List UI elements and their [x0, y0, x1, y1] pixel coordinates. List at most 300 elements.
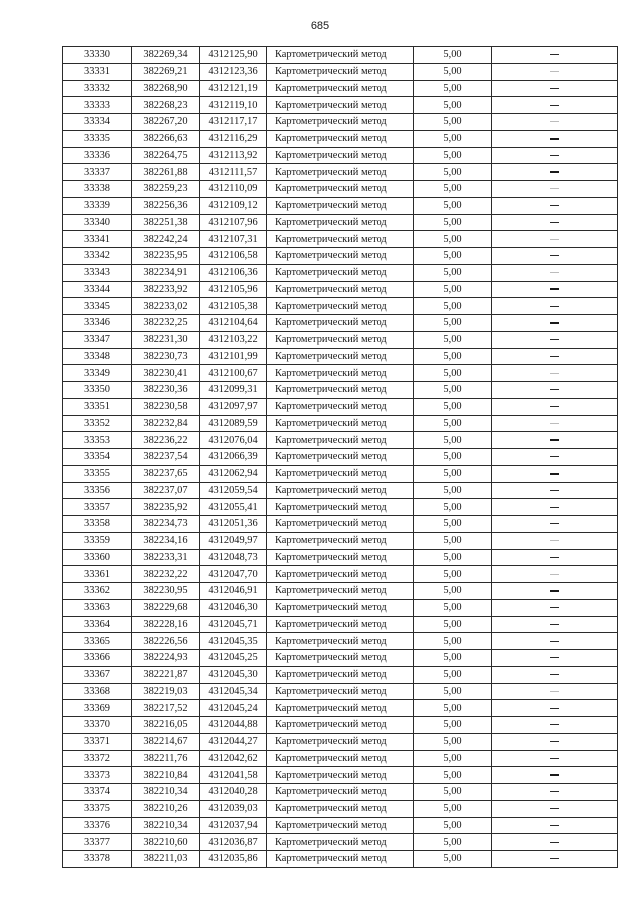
point-number-cell: 33373: [63, 767, 132, 784]
point-number-cell: 33340: [63, 214, 132, 231]
dash-mark: [550, 121, 559, 122]
accuracy-cell: 5,00: [414, 415, 492, 432]
accuracy-cell: 5,00: [414, 331, 492, 348]
accuracy-cell: 5,00: [414, 800, 492, 817]
method-cell: Картометрический метод: [267, 549, 414, 566]
accuracy-cell: 5,00: [414, 717, 492, 734]
point-number-cell: 33359: [63, 532, 132, 549]
accuracy-cell: 5,00: [414, 599, 492, 616]
y-coordinate-cell: 4312039,03: [200, 800, 267, 817]
method-cell: Картометрический метод: [267, 298, 414, 315]
method-cell: Картометрический метод: [267, 834, 414, 851]
accuracy-cell: 5,00: [414, 750, 492, 767]
point-number-cell: 33376: [63, 817, 132, 834]
y-coordinate-cell: 4312104,64: [200, 315, 267, 332]
accuracy-cell: 5,00: [414, 633, 492, 650]
x-coordinate-cell: 382230,58: [132, 398, 200, 415]
point-number-cell: 33347: [63, 331, 132, 348]
dash-mark: [550, 741, 559, 742]
point-number-cell: 33331: [63, 63, 132, 80]
y-coordinate-cell: 4312119,10: [200, 97, 267, 114]
table-row: [63, 817, 618, 834]
y-coordinate-cell: 4312123,36: [200, 63, 267, 80]
table-row: [63, 382, 618, 399]
x-coordinate-cell: 382224,93: [132, 650, 200, 667]
description-cell: [492, 465, 618, 482]
method-cell: Картометрический метод: [267, 733, 414, 750]
accuracy-cell: 5,00: [414, 583, 492, 600]
x-coordinate-cell: 382233,31: [132, 549, 200, 566]
point-number-cell: 33353: [63, 432, 132, 449]
description-cell: [492, 817, 618, 834]
y-coordinate-cell: 4312109,12: [200, 197, 267, 214]
table-row: [63, 214, 618, 231]
point-number-cell: 33358: [63, 516, 132, 533]
description-cell: [492, 197, 618, 214]
y-coordinate-cell: 4312101,99: [200, 348, 267, 365]
point-number-cell: 33343: [63, 264, 132, 281]
table-row: [63, 114, 618, 131]
dash-mark: [550, 808, 559, 809]
point-number-cell: 33349: [63, 365, 132, 382]
method-cell: Картометрический метод: [267, 784, 414, 801]
x-coordinate-cell: 382234,91: [132, 264, 200, 281]
point-number-cell: 33338: [63, 181, 132, 198]
point-number-cell: 33365: [63, 633, 132, 650]
table-row: [63, 784, 618, 801]
description-cell: [492, 449, 618, 466]
table-row: [63, 248, 618, 265]
accuracy-cell: 5,00: [414, 465, 492, 482]
dash-mark: [550, 523, 559, 524]
x-coordinate-cell: 382226,56: [132, 633, 200, 650]
x-coordinate-cell: 382264,75: [132, 147, 200, 164]
point-number-cell: 33372: [63, 750, 132, 767]
description-cell: [492, 231, 618, 248]
y-coordinate-cell: 4312099,31: [200, 382, 267, 399]
accuracy-cell: 5,00: [414, 197, 492, 214]
x-coordinate-cell: 382236,22: [132, 432, 200, 449]
x-coordinate-cell: 382230,41: [132, 365, 200, 382]
y-coordinate-cell: 4312097,97: [200, 398, 267, 415]
accuracy-cell: 5,00: [414, 130, 492, 147]
table-row: [63, 549, 618, 566]
accuracy-cell: 5,00: [414, 566, 492, 583]
x-coordinate-cell: 382232,22: [132, 566, 200, 583]
point-number-cell: 33371: [63, 733, 132, 750]
x-coordinate-cell: 382214,67: [132, 733, 200, 750]
table-row: [63, 650, 618, 667]
accuracy-cell: 5,00: [414, 231, 492, 248]
accuracy-cell: 5,00: [414, 97, 492, 114]
table-row: [63, 365, 618, 382]
x-coordinate-cell: 382210,34: [132, 784, 200, 801]
description-cell: [492, 583, 618, 600]
accuracy-cell: 5,00: [414, 298, 492, 315]
x-coordinate-cell: 382217,52: [132, 700, 200, 717]
accuracy-cell: 5,00: [414, 851, 492, 868]
table-row: [63, 616, 618, 633]
page-number: 685: [310, 20, 330, 32]
point-number-cell: 33348: [63, 348, 132, 365]
x-coordinate-cell: 382230,36: [132, 382, 200, 399]
x-coordinate-cell: 382233,92: [132, 281, 200, 298]
accuracy-cell: 5,00: [414, 733, 492, 750]
x-coordinate-cell: 382210,34: [132, 817, 200, 834]
table-row: [63, 130, 618, 147]
dash-mark: [550, 406, 559, 407]
dash-mark: [550, 239, 559, 240]
table-row: [63, 566, 618, 583]
dash-mark: [550, 423, 559, 424]
dash-mark: [550, 691, 559, 692]
method-cell: Картометрический метод: [267, 97, 414, 114]
y-coordinate-cell: 4312047,70: [200, 566, 267, 583]
y-coordinate-cell: 4312089,59: [200, 415, 267, 432]
table-row: [63, 231, 618, 248]
table-row: [63, 717, 618, 734]
accuracy-cell: 5,00: [414, 181, 492, 198]
table-row: [63, 164, 618, 181]
dash-mark: [550, 774, 559, 776]
method-cell: Картометрический метод: [267, 432, 414, 449]
y-coordinate-cell: 4312111,57: [200, 164, 267, 181]
accuracy-cell: 5,00: [414, 616, 492, 633]
table-row: [63, 834, 618, 851]
point-number-cell: 33375: [63, 800, 132, 817]
table-row: [63, 767, 618, 784]
y-coordinate-cell: 4312045,71: [200, 616, 267, 633]
description-cell: [492, 800, 618, 817]
method-cell: Картометрический метод: [267, 130, 414, 147]
table-row: [63, 264, 618, 281]
dash-mark: [550, 255, 559, 256]
point-number-cell: 33339: [63, 197, 132, 214]
method-cell: Картометрический метод: [267, 197, 414, 214]
point-number-cell: 33361: [63, 566, 132, 583]
accuracy-cell: 5,00: [414, 700, 492, 717]
point-number-cell: 33354: [63, 449, 132, 466]
y-coordinate-cell: 4312048,73: [200, 549, 267, 566]
point-number-cell: 33362: [63, 583, 132, 600]
description-cell: [492, 348, 618, 365]
y-coordinate-cell: 4312044,27: [200, 733, 267, 750]
dash-mark: [550, 322, 559, 324]
method-cell: Картометрический метод: [267, 465, 414, 482]
x-coordinate-cell: 382211,76: [132, 750, 200, 767]
point-number-cell: 33369: [63, 700, 132, 717]
accuracy-cell: 5,00: [414, 549, 492, 566]
x-coordinate-cell: 382266,63: [132, 130, 200, 147]
description-cell: [492, 114, 618, 131]
y-coordinate-cell: 4312049,97: [200, 532, 267, 549]
description-cell: [492, 851, 618, 868]
accuracy-cell: 5,00: [414, 63, 492, 80]
point-number-cell: 33363: [63, 599, 132, 616]
method-cell: Картометрический метод: [267, 532, 414, 549]
point-number-cell: 33370: [63, 717, 132, 734]
table-row: [63, 181, 618, 198]
dash-mark: [550, 389, 559, 390]
dash-mark: [550, 155, 559, 156]
dash-mark: [550, 724, 559, 725]
table-row: [63, 666, 618, 683]
dash-mark: [550, 222, 559, 223]
accuracy-cell: 5,00: [414, 817, 492, 834]
x-coordinate-cell: 382268,23: [132, 97, 200, 114]
y-coordinate-cell: 4312121,19: [200, 80, 267, 97]
accuracy-cell: 5,00: [414, 432, 492, 449]
accuracy-cell: 5,00: [414, 666, 492, 683]
method-cell: Картометрический метод: [267, 214, 414, 231]
description-cell: [492, 616, 618, 633]
accuracy-cell: 5,00: [414, 767, 492, 784]
x-coordinate-cell: 382230,95: [132, 583, 200, 600]
dash-mark: [550, 758, 559, 759]
point-number-cell: 33341: [63, 231, 132, 248]
table-row: [63, 147, 618, 164]
method-cell: Картометрический метод: [267, 566, 414, 583]
description-cell: [492, 181, 618, 198]
y-coordinate-cell: 4312076,04: [200, 432, 267, 449]
accuracy-cell: 5,00: [414, 516, 492, 533]
accuracy-cell: 5,00: [414, 281, 492, 298]
table-row: [63, 599, 618, 616]
table-row: [63, 532, 618, 549]
table-row: [63, 315, 618, 332]
y-coordinate-cell: 4312105,96: [200, 281, 267, 298]
accuracy-cell: 5,00: [414, 164, 492, 181]
accuracy-cell: 5,00: [414, 449, 492, 466]
table-row: [63, 700, 618, 717]
point-number-cell: 33374: [63, 784, 132, 801]
dash-mark: [550, 540, 559, 541]
description-cell: [492, 633, 618, 650]
method-cell: Картометрический метод: [267, 365, 414, 382]
accuracy-cell: 5,00: [414, 532, 492, 549]
accuracy-cell: 5,00: [414, 784, 492, 801]
description-cell: [492, 214, 618, 231]
table-row: [63, 398, 618, 415]
method-cell: Картометрический метод: [267, 331, 414, 348]
x-coordinate-cell: 382232,25: [132, 315, 200, 332]
table-row: [63, 583, 618, 600]
table-row: [63, 499, 618, 516]
coordinates-table-body: [63, 47, 618, 868]
description-cell: [492, 516, 618, 533]
method-cell: Картометрический метод: [267, 800, 414, 817]
point-number-cell: 33367: [63, 666, 132, 683]
point-number-cell: 33335: [63, 130, 132, 147]
description-cell: [492, 499, 618, 516]
table-row: [63, 432, 618, 449]
x-coordinate-cell: 382210,84: [132, 767, 200, 784]
x-coordinate-cell: 382261,88: [132, 164, 200, 181]
method-cell: Картометрический метод: [267, 650, 414, 667]
x-coordinate-cell: 382235,92: [132, 499, 200, 516]
table-row: [63, 331, 618, 348]
accuracy-cell: 5,00: [414, 499, 492, 516]
description-cell: [492, 432, 618, 449]
point-number-cell: 33332: [63, 80, 132, 97]
x-coordinate-cell: 382269,34: [132, 47, 200, 64]
description-cell: [492, 650, 618, 667]
x-coordinate-cell: 382231,30: [132, 331, 200, 348]
y-coordinate-cell: 4312103,22: [200, 331, 267, 348]
y-coordinate-cell: 4312046,30: [200, 599, 267, 616]
accuracy-cell: 5,00: [414, 398, 492, 415]
dash-mark: [550, 188, 559, 189]
x-coordinate-cell: 382230,73: [132, 348, 200, 365]
x-coordinate-cell: 382259,23: [132, 181, 200, 198]
dash-mark: [550, 288, 559, 290]
x-coordinate-cell: 382229,68: [132, 599, 200, 616]
accuracy-cell: 5,00: [414, 147, 492, 164]
accuracy-cell: 5,00: [414, 264, 492, 281]
point-number-cell: 33364: [63, 616, 132, 633]
x-coordinate-cell: 382268,90: [132, 80, 200, 97]
description-cell: [492, 164, 618, 181]
description-cell: [492, 331, 618, 348]
dash-mark: [550, 825, 559, 826]
method-cell: Картометрический метод: [267, 47, 414, 64]
point-number-cell: 33330: [63, 47, 132, 64]
y-coordinate-cell: 4312040,28: [200, 784, 267, 801]
y-coordinate-cell: 4312105,38: [200, 298, 267, 315]
accuracy-cell: 5,00: [414, 80, 492, 97]
dash-mark: [550, 674, 559, 675]
y-coordinate-cell: 4312110,09: [200, 181, 267, 198]
dash-mark: [550, 641, 559, 642]
method-cell: Картометрический метод: [267, 114, 414, 131]
point-number-cell: 33336: [63, 147, 132, 164]
accuracy-cell: 5,00: [414, 315, 492, 332]
y-coordinate-cell: 4312106,36: [200, 264, 267, 281]
dash-mark: [550, 858, 559, 859]
x-coordinate-cell: 382234,73: [132, 516, 200, 533]
table-row: [63, 97, 618, 114]
dash-mark: [550, 708, 559, 709]
x-coordinate-cell: 382237,65: [132, 465, 200, 482]
y-coordinate-cell: 4312045,35: [200, 633, 267, 650]
dash-mark: [550, 507, 559, 508]
method-cell: Картометрический метод: [267, 717, 414, 734]
description-cell: [492, 532, 618, 549]
description-cell: [492, 264, 618, 281]
method-cell: Картометрический метод: [267, 348, 414, 365]
method-cell: Картометрический метод: [267, 851, 414, 868]
dash-mark: [550, 842, 559, 843]
method-cell: Картометрический метод: [267, 231, 414, 248]
y-coordinate-cell: 4312059,54: [200, 482, 267, 499]
accuracy-cell: 5,00: [414, 382, 492, 399]
y-coordinate-cell: 4312051,36: [200, 516, 267, 533]
point-number-cell: 33377: [63, 834, 132, 851]
dash-mark: [550, 574, 559, 575]
table-row: [63, 80, 618, 97]
x-coordinate-cell: 382216,05: [132, 717, 200, 734]
y-coordinate-cell: 4312045,34: [200, 683, 267, 700]
table-row: [63, 415, 618, 432]
table-row: [63, 516, 618, 533]
method-cell: Картометрический метод: [267, 264, 414, 281]
table-row: [63, 800, 618, 817]
y-coordinate-cell: 4312042,62: [200, 750, 267, 767]
table-row: [63, 465, 618, 482]
accuracy-cell: 5,00: [414, 683, 492, 700]
method-cell: Картометрический метод: [267, 80, 414, 97]
accuracy-cell: 5,00: [414, 114, 492, 131]
accuracy-cell: 5,00: [414, 214, 492, 231]
dash-mark: [550, 590, 559, 592]
description-cell: [492, 63, 618, 80]
description-cell: [492, 750, 618, 767]
table-row: [63, 750, 618, 767]
table-row: [63, 63, 618, 80]
dash-mark: [550, 54, 559, 55]
method-cell: Картометрический метод: [267, 415, 414, 432]
y-coordinate-cell: 4312045,24: [200, 700, 267, 717]
point-number-cell: 33352: [63, 415, 132, 432]
description-cell: [492, 683, 618, 700]
table-row: [63, 482, 618, 499]
point-number-cell: 33350: [63, 382, 132, 399]
method-cell: Картометрический метод: [267, 482, 414, 499]
y-coordinate-cell: 4312055,41: [200, 499, 267, 516]
description-cell: [492, 97, 618, 114]
point-number-cell: 33346: [63, 315, 132, 332]
accuracy-cell: 5,00: [414, 47, 492, 64]
point-number-cell: 33344: [63, 281, 132, 298]
y-coordinate-cell: 4312044,88: [200, 717, 267, 734]
table-row: [63, 281, 618, 298]
description-cell: [492, 666, 618, 683]
x-coordinate-cell: 382237,54: [132, 449, 200, 466]
dash-mark: [550, 339, 559, 340]
method-cell: Картометрический метод: [267, 666, 414, 683]
method-cell: Картометрический метод: [267, 398, 414, 415]
dash-mark: [550, 171, 559, 173]
table-row: [63, 633, 618, 650]
method-cell: Картометрический метод: [267, 164, 414, 181]
dash-mark: [550, 791, 559, 792]
table-row: [63, 348, 618, 365]
dash-mark: [550, 105, 559, 106]
x-coordinate-cell: 382210,26: [132, 800, 200, 817]
dash-mark: [550, 624, 559, 625]
y-coordinate-cell: 4312113,92: [200, 147, 267, 164]
method-cell: Картометрический метод: [267, 633, 414, 650]
description-cell: [492, 415, 618, 432]
point-number-cell: 33360: [63, 549, 132, 566]
y-coordinate-cell: 4312107,96: [200, 214, 267, 231]
description-cell: [492, 700, 618, 717]
y-coordinate-cell: 4312045,25: [200, 650, 267, 667]
method-cell: Картометрический метод: [267, 382, 414, 399]
method-cell: Картометрический метод: [267, 750, 414, 767]
x-coordinate-cell: 382235,95: [132, 248, 200, 265]
dash-mark: [550, 205, 559, 206]
description-cell: [492, 398, 618, 415]
method-cell: Картометрический метод: [267, 817, 414, 834]
point-number-cell: 33357: [63, 499, 132, 516]
accuracy-cell: 5,00: [414, 834, 492, 851]
accuracy-cell: 5,00: [414, 482, 492, 499]
method-cell: Картометрический метод: [267, 767, 414, 784]
table-row: [63, 47, 618, 64]
table-row: [63, 449, 618, 466]
description-cell: [492, 47, 618, 64]
